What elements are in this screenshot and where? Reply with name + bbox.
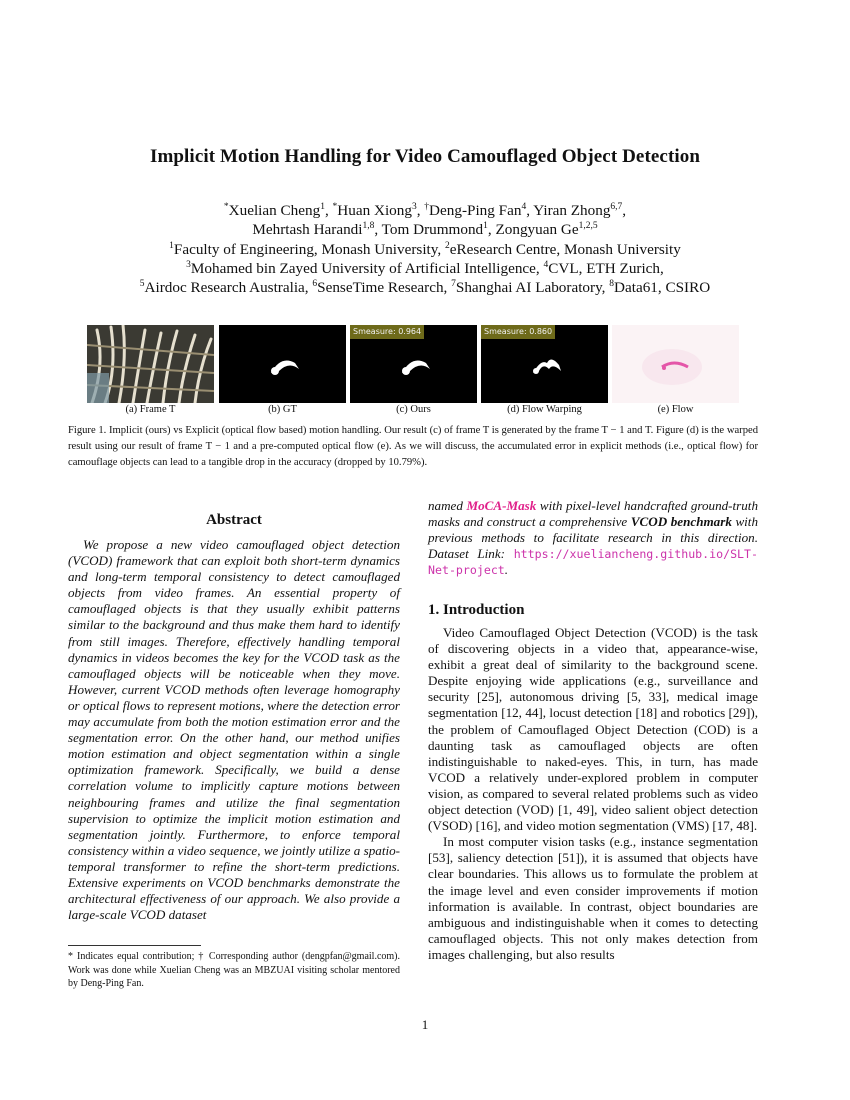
intro-paragraph-1: Video Camouflaged Object Detection (VCOD) is the task of discovering objects in a video that, appearance-wise, exhibit a great deal of similarity to the background scene. Despite enjoying wide applications (e.g., surveillance and security [25], autonomous driving [5, 33], medical image segmentation [12, 44], locust detection [18] and robotics [29]), the problem of Camouflaged Object Detection (COD) is a daunting task as camouflaged objects are often indistinguishable to naked-eyes. This, in turn, has made VCOD a relatively under-explored problem in computer vision, as compared to several related problems such as video object detection (VOD) [1, 49], video salient object detection (VSOD) [16], and video motion segmentation (VMS) [17, 48].	[428, 625, 758, 834]
affiliation-line-2: $^3$Mohamed bin Zayed University of Artificial Intelligence, $^4$CVL, ETH Zurich,	[186, 259, 664, 277]
smeasure-badge-flow: Smeasure: 0.860	[481, 325, 555, 339]
dataset-name: MoCA-Mask	[466, 498, 537, 513]
smeasure-badge-ours: Smeasure: 0.964	[350, 325, 424, 339]
subcaption-b: (b) GT	[268, 404, 297, 415]
footnote-rule	[68, 945, 201, 946]
abstract-heading: Abstract	[206, 512, 262, 528]
gt-image	[219, 325, 346, 403]
intro-paragraph-2: In most computer vision tasks (e.g., instance segmentation [53], saliency detection [51]), it is assumed that objects have clear boundaries. This allows us to formulate the problem at the image level and even consider improvements if motion information is available. In contrast, object boundaries are ambiguous and indistinguishable when it comes to detecting camouflaged objects. This not only makes detection from images challenging, but also results	[428, 834, 758, 962]
page-number: 1	[421, 1017, 429, 1032]
flow-warping-image	[481, 325, 608, 403]
figure-caption: Figure 1. Implicit (ours) vs Explicit (optical flow based) motion handling. Our result (c) of frame T is generated by the frame T − 1 and T. Figure (d) is the warped result using our result of frame T − 1 and a pre-computed optical flow (e). As we will discuss, the accumulated error in explicit methods (i.e., optical flow) for camouflage objects can lead to a tangible drop in the accuracy (dropped by 10.79%).	[68, 425, 758, 468]
introduction-text	[428, 625, 758, 963]
ours-image	[350, 325, 477, 403]
affiliation-line-1: $^1$Faculty of Engineering, Monash University, $^2$eResearch Centre, Monash University	[169, 240, 681, 258]
paper-title: Implicit Motion Handling for Video Camouflaged Object Detection	[149, 146, 701, 167]
authors-line-2: Mehrtash Harandi$^{1,8}$, Tom Drummond$^1$, Zongyuan Ge$^{1,2,5}$	[252, 221, 598, 239]
introduction-heading: 1. Introduction	[428, 602, 525, 618]
frame-image	[87, 325, 214, 403]
subcaption-d: (d) Flow Warping	[507, 404, 582, 415]
footnote: * Indicates equal contribution; † Corresponding author (dengpfan@gmail.com). Work was done while Xuelian Cheng was an MBZUAI visiting scholar mentored by Deng-Ping Fan.	[68, 951, 400, 990]
abstract-text: We propose a new video camouflaged object detection (VCOD) framework that can exploit both short-term dynamics and long-term temporal consistency to detect camouflaged objects from video frames. An essential property of camouflaged objects is that they usually exhibit patterns similar to the background and thus make them hard to identify from still images. Therefore, effectively handling temporal dynamics in videos becomes the key for the VCOD task as the camouflaged objects will be noticeable when they move. However, current VCOD methods often leverage homography or optical flows to represent motions, where the detection error may accumulate from both the motion estimation error and the segmentation error. On the other hand, our method unifies motion estimation and object segmentation within a single optimization framework. Specifically, we build a dense correlation volume to implicitly capture motions between neighbouring frames and utilize the final segmentation supervision to optimize the implicit motion estimation and segmentation jointly. Furthermore, to enforce temporal consistency within a video sequence, we jointly utilize a spatio-temporal transformer to refine the short-term predictions. Extensive experiments on VCOD benchmarks demonstrate the architectural effectiveness of our approach. We also provide a large-scale VCOD dataset	[68, 537, 400, 923]
flow-image	[612, 325, 739, 403]
figure-1	[87, 325, 743, 403]
subcaption-c: (c) Ours	[396, 404, 431, 415]
benchmark-name: VCOD benchmark	[630, 514, 732, 530]
authors-line-1: *Xuelian Cheng$^1$, *Huan Xiong$^3$, †Deng-Ping Fan$^4$, Yiran Zhong$^{6,7}$,	[223, 202, 627, 219]
affiliation-line-3: $^5$Airdoc Research Australia, $^6$SenseTime Research, $^7$Shanghai AI Laboratory, $^8$Data61, CSIRO	[139, 279, 711, 297]
subcaption-a: (a) Frame T	[125, 404, 176, 415]
dataset-link[interactable]: https://xueliancheng.github.io/SLT-Net-project	[428, 547, 758, 578]
subcaption-e: (e) Flow	[657, 404, 694, 415]
author-block	[0, 201, 850, 297]
abstract-continuation: named MoCA-Mask with pixel-level handcrafted ground-truth masks and construct a comprehensive VCOD benchmark with previous methods to facilitate research in this direction. Dataset Link: https://xueliancheng.github.io/SLT-Net-project.	[428, 498, 758, 578]
